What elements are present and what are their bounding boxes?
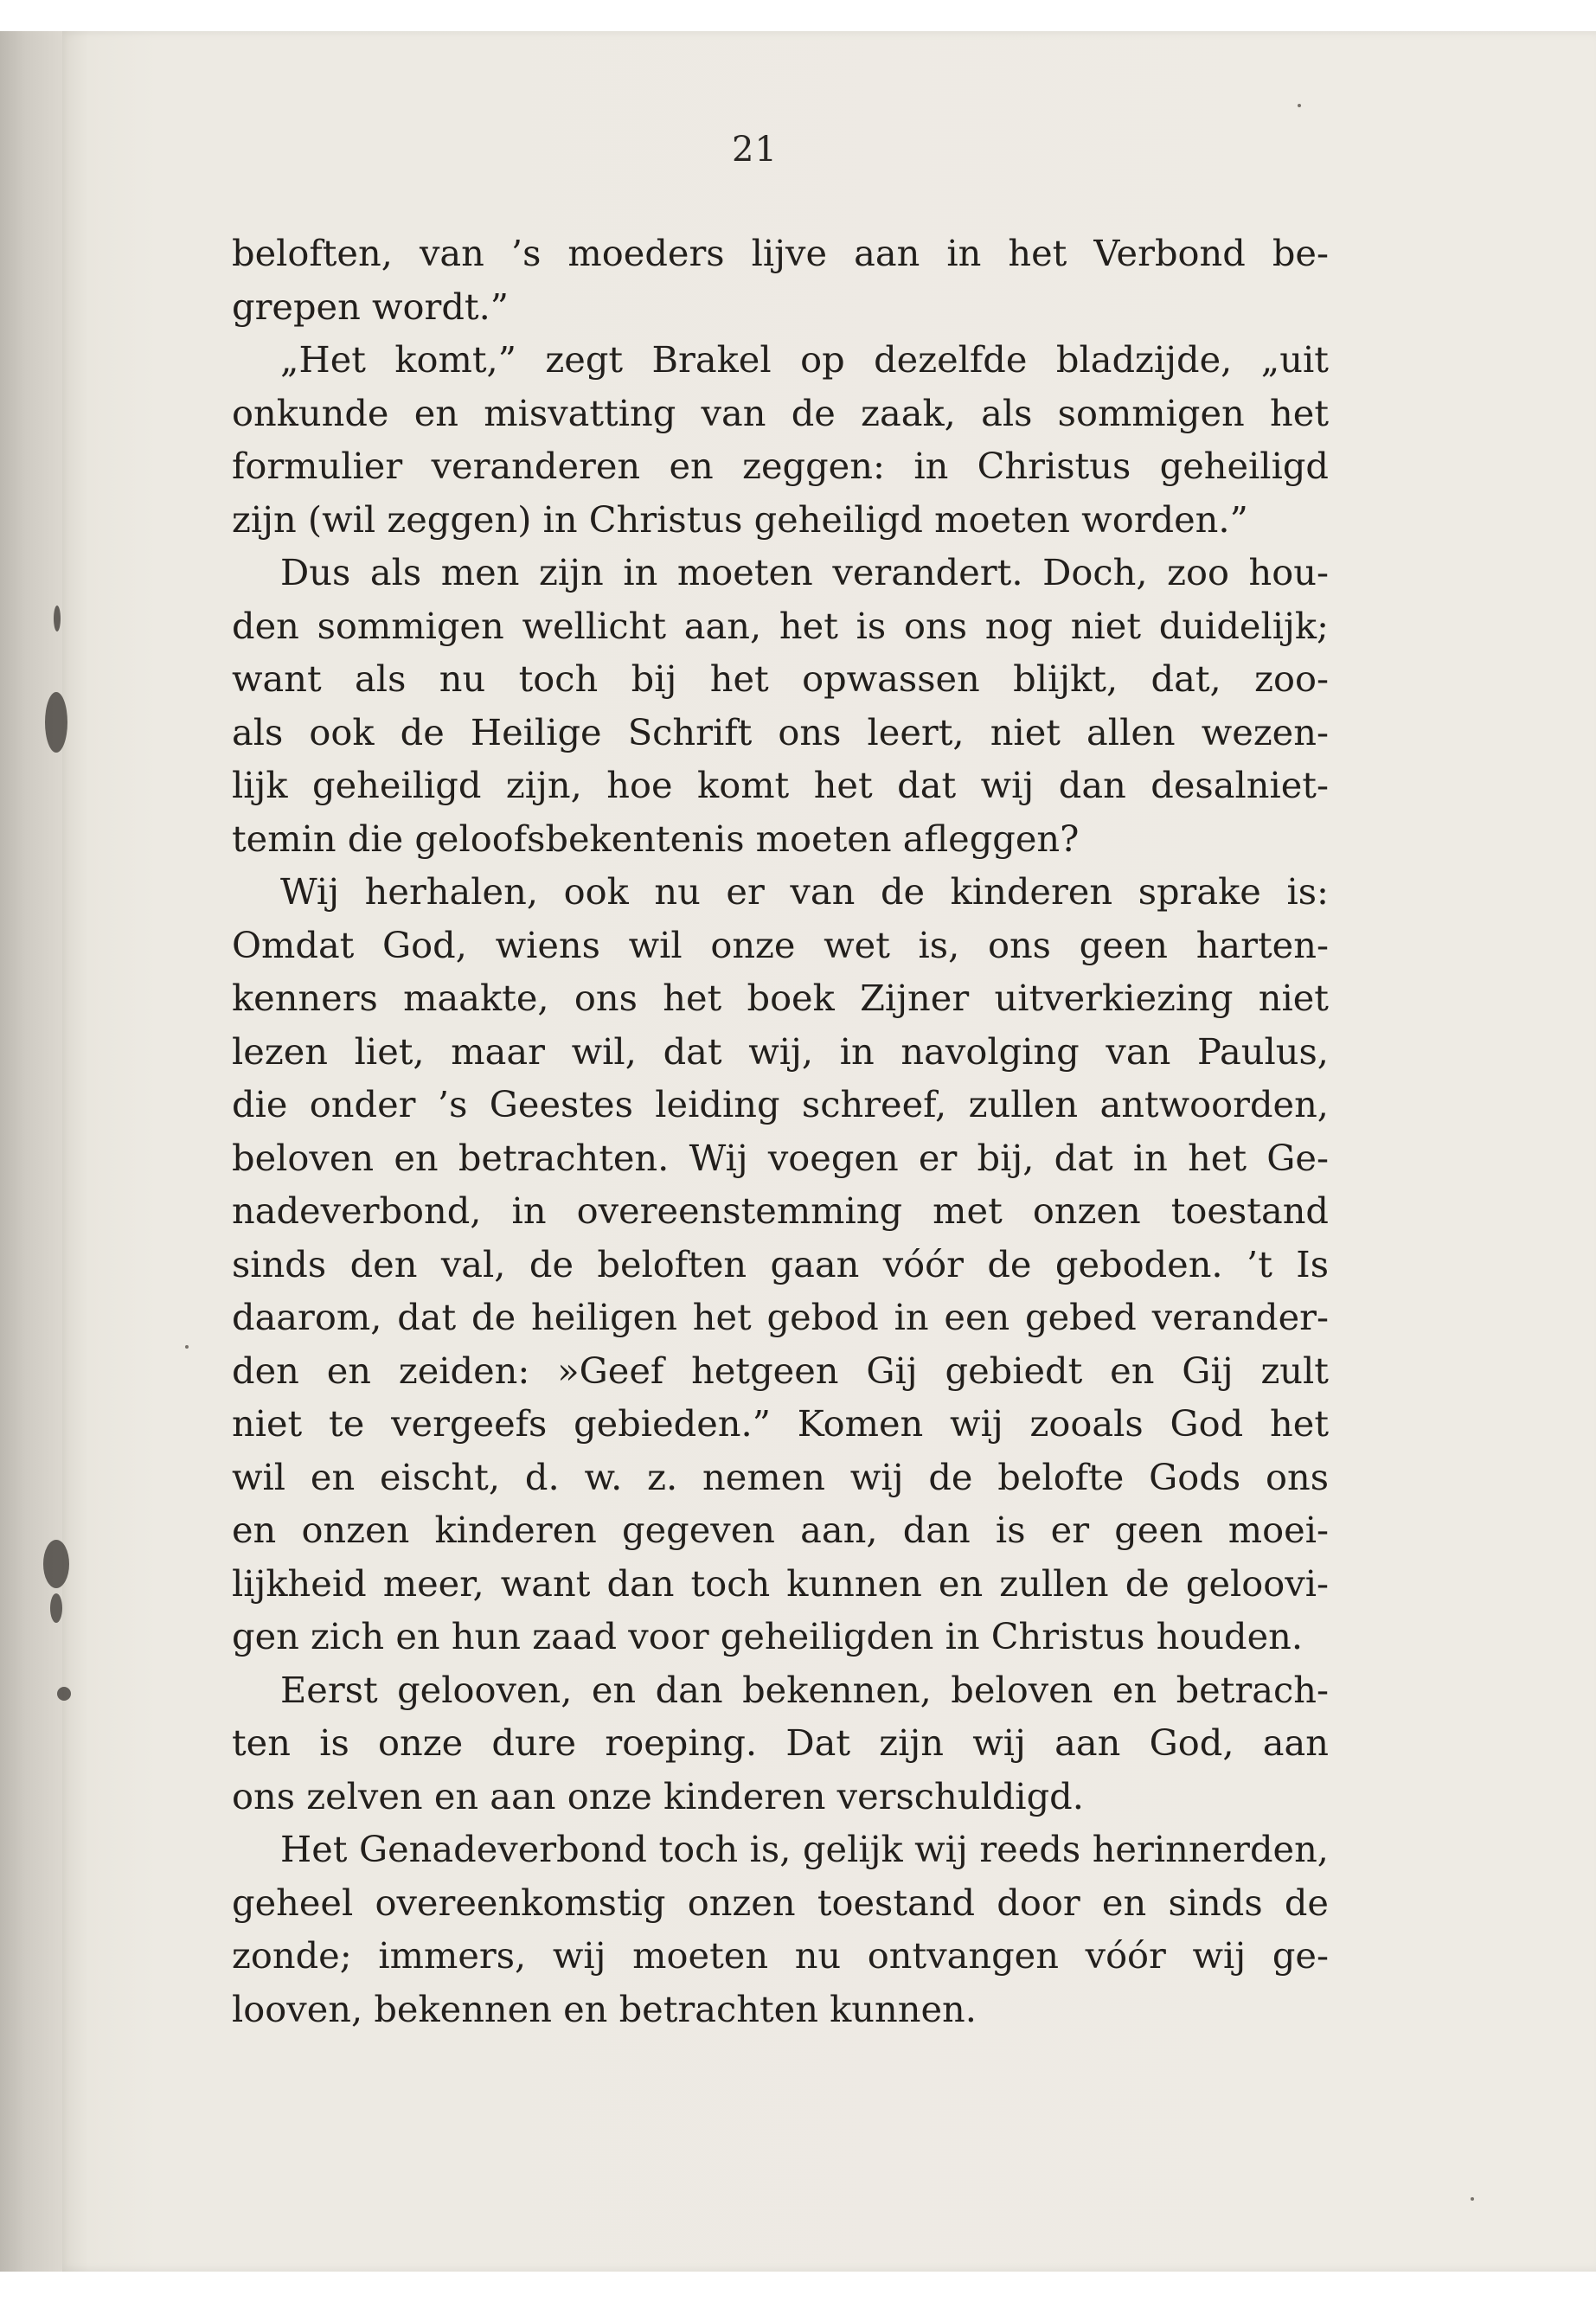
dust-speck	[1471, 2197, 1474, 2201]
text-line: zonde; immers, wij moeten nu ontvangen vóór wij ge-	[232, 1934, 1329, 1977]
text-line: lijkheid meer, want dan toch kunnen en zullen de geloovi-	[232, 1561, 1329, 1605]
dust-speck	[1298, 104, 1301, 107]
text-line: gen zich en hun zaad voor geheiligden in Christus houden.	[232, 1615, 1304, 1657]
ink-stain	[45, 692, 67, 753]
dust-speck	[185, 1345, 189, 1349]
page-number: 21	[732, 130, 778, 170]
text-line: Het Genadeverbond toch is, gelijk wij reeds herinnerden,	[280, 1828, 1329, 1870]
text-line: lezen liet, maar wil, dat wij, in navolging van Paulus,	[232, 1029, 1329, 1073]
text-line: beloven en betrachten. Wij voegen er bij, dat in het Ge-	[232, 1136, 1329, 1179]
text-line: formulier veranderen en zeggen: in Christus geheiligd	[232, 445, 1329, 487]
text-line: zijn (wil zeggen) in Christus geheiligd moeten worden.”	[232, 497, 1248, 541]
text-line: sinds den val, de beloften gaan vóór de geboden. ’t Is	[232, 1242, 1329, 1285]
text-line: die onder ’s Geestes leiding schreef, zullen antwoorden,	[232, 1083, 1329, 1125]
text-line: looven, bekennen en betrachten kunnen.	[232, 1987, 977, 2030]
text-line: Wij herhalen, ook nu er van de kinderen sprake is:	[280, 870, 1329, 913]
text-line: onkunde en misvatting van de zaak, als sommigen het	[232, 391, 1329, 434]
text-line: den en zeiden: »Geef hetgeen Gij gebiedt en Gij zult	[232, 1349, 1329, 1392]
text-line: den sommigen wellicht aan, het is ons nog niet duidelijk;	[232, 604, 1329, 647]
text-line: als ook de Heilige Schrift ons leert, niet allen wezen-	[232, 710, 1329, 753]
text-line: wil en eischt, d. w. z. nemen wij de belofte Gods ons	[232, 1455, 1329, 1498]
text-line: niet te vergeefs gebieden.” Komen wij zooals God het	[232, 1402, 1329, 1445]
text-line: temin die geloofsbekentenis moeten afleggen?	[232, 817, 1080, 860]
binding-shadow	[0, 31, 62, 2272]
text-line: en onzen kinderen gegeven aan, dan is er geen moei-	[232, 1509, 1329, 1551]
text-line: Eerst gelooven, en dan bekennen, beloven en betrach-	[280, 1668, 1329, 1711]
text-line: beloften, van ’s moeders lijve aan in het Verbond be-	[232, 232, 1329, 274]
ink-stain	[50, 1593, 62, 1623]
ink-stain	[43, 1540, 69, 1588]
ink-stain	[57, 1687, 71, 1701]
text-line: Omdat God, wiens wil onze wet is, ons geen harten-	[232, 923, 1329, 966]
body-text	[232, 227, 1329, 2035]
text-line: lijk geheiligd zijn, hoe komt het dat wij dan desalniet-	[232, 764, 1329, 806]
text-line: Dus als men zijn in moeten verandert. Doch, zoo hou-	[280, 551, 1329, 593]
ink-stain	[54, 606, 61, 631]
text-line: „Het komt,” zegt Brakel op dezelfde bladzijde, „uit	[280, 338, 1329, 381]
text-line: geheel overeenkomstig onzen toestand door en sinds de	[232, 1881, 1329, 1924]
text-line: nadeverbond, in overeenstemming met onzen toestand	[232, 1189, 1329, 1232]
text-line: ons zelven en aan onze kinderen verschuldigd.	[232, 1774, 1084, 1817]
text-line: ten is onze dure roeping. Dat zijn wij aan God, aan	[232, 1721, 1329, 1764]
text-line: daarom, dat de heiligen het gebod in een gebed verander-	[232, 1296, 1329, 1338]
text-line: want als nu toch bij het opwassen blijkt, dat, zoo-	[232, 657, 1329, 700]
text-line: kenners maakte, ons het boek Zijner uitverkiezing niet	[232, 977, 1329, 1019]
text-line: grepen wordt.”	[232, 285, 510, 328]
